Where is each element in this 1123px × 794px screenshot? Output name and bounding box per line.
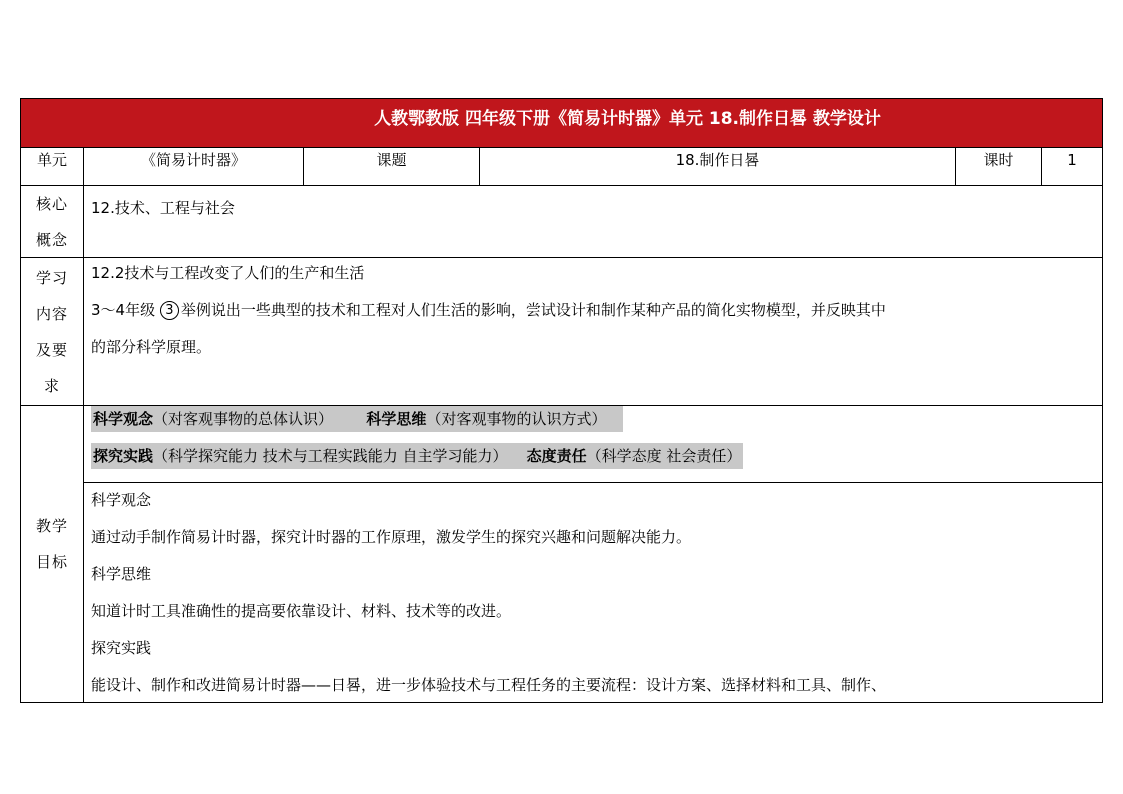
lesson-plan-table: [20, 98, 1103, 703]
goal-text: 知道计时工具准确性的提高要依靠设计、材料、技术等的改进。: [91, 602, 512, 620]
requirement-text: 举例说出一些典型的技术和工程对人们生活的影响，尝试设计和制作某种产品的简化实物模型，并反映其中: [180, 301, 886, 319]
learning-requirements-content: [91, 255, 1094, 366]
goal-heading: 探究实践: [91, 639, 152, 657]
period-label: 课时: [956, 148, 1042, 185]
summary-line-1: [91, 406, 623, 432]
label-line: 及要: [35, 341, 68, 359]
summary-line-2: [91, 443, 743, 469]
core-concept-content: [91, 190, 1094, 227]
summary-key: 探究实践: [93, 447, 154, 465]
summary-highlight: [91, 443, 743, 469]
requirement-line: 的部分科学原理。: [91, 338, 212, 356]
summary-desc: （对客观事物的认识方式）: [426, 410, 607, 428]
document-title: 人教鄂教版 四年级下册《简易计时器》单元 18.制作日晷 教学设计: [374, 109, 881, 129]
grade-range: 3～4年级: [91, 301, 156, 319]
requirement-line: 12.2技术与工程改变了人们的生产和生活: [91, 264, 365, 282]
summary-key: 科学思维: [366, 410, 427, 428]
label-line: 内容: [35, 305, 68, 323]
label-line: 教学: [35, 517, 68, 535]
unit-value: 《简易计时器》: [84, 148, 304, 185]
period-value: 1: [1067, 151, 1077, 169]
summary-desc: （科学探究能力 技术与工程实践能力 自主学习能力）: [153, 447, 508, 465]
label-line: 核心: [35, 194, 68, 213]
core-concept-text: 12.技术、工程与社会: [91, 199, 235, 217]
goals-summary: [84, 406, 1102, 483]
summary-desc: （科学态度 社会责任）: [586, 447, 742, 465]
summary-highlight: [91, 406, 623, 432]
learning-requirements-label: [21, 258, 84, 405]
label-line: 求: [43, 377, 60, 395]
requirement-line: [91, 292, 1094, 329]
info-row: [21, 148, 1102, 186]
goal-heading: 科学观念: [91, 491, 152, 509]
teaching-goals-row: [21, 406, 1102, 703]
title-bar: [21, 99, 1102, 148]
topic-label: 课题: [304, 148, 480, 185]
core-concept-label: [21, 186, 84, 257]
circled-number: 3: [160, 301, 179, 320]
core-concept-row: [21, 186, 1102, 258]
label-line: 概念: [35, 230, 68, 249]
summary-key: 科学观念: [93, 410, 154, 428]
unit-label: 单元: [21, 148, 84, 185]
summary-desc: （对客观事物的总体认识）: [153, 410, 334, 428]
summary-key: 态度责任: [526, 447, 587, 465]
teaching-goals-label: [21, 406, 84, 703]
goals-details: [91, 482, 1094, 704]
label-line: 目标: [35, 553, 68, 571]
goal-heading: 科学思维: [91, 565, 152, 583]
label-line: 学习: [35, 269, 68, 287]
topic-value: 18.制作日晷: [480, 148, 956, 185]
goal-text: 通过动手制作简易计时器，探究计时器的工作原理，激发学生的探究兴趣和问题解决能力。: [91, 528, 692, 546]
learning-requirements-row: [21, 258, 1102, 406]
goal-text: 能设计、制作和改进简易计时器——日晷，进一步体验技术与工程任务的主要流程：设计方案、选择材料和工具、制作、: [91, 676, 887, 694]
